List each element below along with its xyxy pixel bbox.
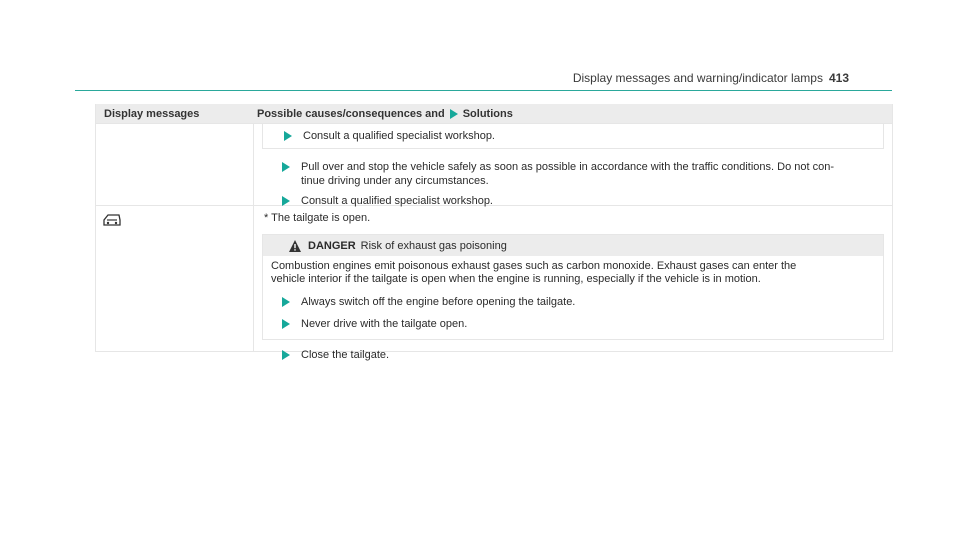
arrow-icon: [282, 162, 290, 172]
danger-line: vehicle interior if the tailgate is open when the engine is running, especially if the vehicle is in motion.: [271, 273, 761, 285]
running-header: [573, 71, 849, 85]
danger-title: Risk of exhaust gas poisoning: [360, 239, 507, 252]
message-cell-empty: [96, 124, 254, 205]
danger-text: [271, 260, 875, 286]
danger-header: [263, 235, 883, 256]
table-header: [96, 104, 892, 123]
table-row: [96, 205, 892, 361]
step-text: Never drive with the tailgate open.: [301, 318, 468, 330]
danger-box: [262, 234, 884, 340]
step: [262, 348, 884, 362]
col-display-messages: Display messages: [104, 107, 200, 120]
step-text: Consult a qualified specialist workshop.: [301, 195, 493, 207]
step-text: [301, 160, 834, 188]
table-row: [96, 123, 892, 205]
arrow-icon: [284, 131, 292, 141]
col2-suffix: Solutions: [462, 107, 513, 120]
step: [262, 160, 884, 188]
header-title: Display messages and warning/indicator lamps: [572, 71, 823, 85]
arrow-icon: [450, 109, 458, 119]
step-line: Pull over and stop the vehicle safely as soon as possible in accordance with the traffic conditions. Do not con-: [301, 161, 834, 173]
arrow-icon: [282, 196, 290, 206]
step-text: Consult a qualified specialist workshop.: [303, 130, 495, 142]
danger-body: [263, 256, 883, 339]
solutions-cell: [254, 124, 892, 205]
warning-triangle-icon: [288, 239, 302, 253]
step-text: Always switch off the engine before opening the tailgate.: [301, 296, 576, 308]
header-rule: [75, 90, 892, 91]
message-cell: [96, 206, 254, 351]
step: [271, 317, 875, 331]
tailgate-open-icon: [102, 213, 122, 227]
col-causes-solutions: [246, 108, 892, 120]
step-text: Close the tailgate.: [301, 349, 390, 361]
danger-label: DANGER: [308, 239, 356, 252]
arrow-icon: [282, 297, 290, 307]
step: [284, 124, 883, 143]
danger-line: Combustion engines emit poisonous exhaust gases such as carbon monoxide. Exhaust gases can enter the: [271, 260, 797, 272]
step-line: tinue driving under any circumstances.: [301, 175, 489, 187]
continued-box: [262, 124, 884, 149]
cause-text: * The tailgate is open.: [264, 212, 371, 224]
page-number: 413: [828, 71, 849, 85]
solutions-cell: [254, 206, 892, 361]
display-messages-table: [95, 104, 893, 361]
arrow-icon: [282, 350, 290, 360]
col2-prefix: Possible causes/consequences and: [257, 107, 445, 120]
arrow-icon: [282, 319, 290, 329]
step: [271, 295, 875, 309]
